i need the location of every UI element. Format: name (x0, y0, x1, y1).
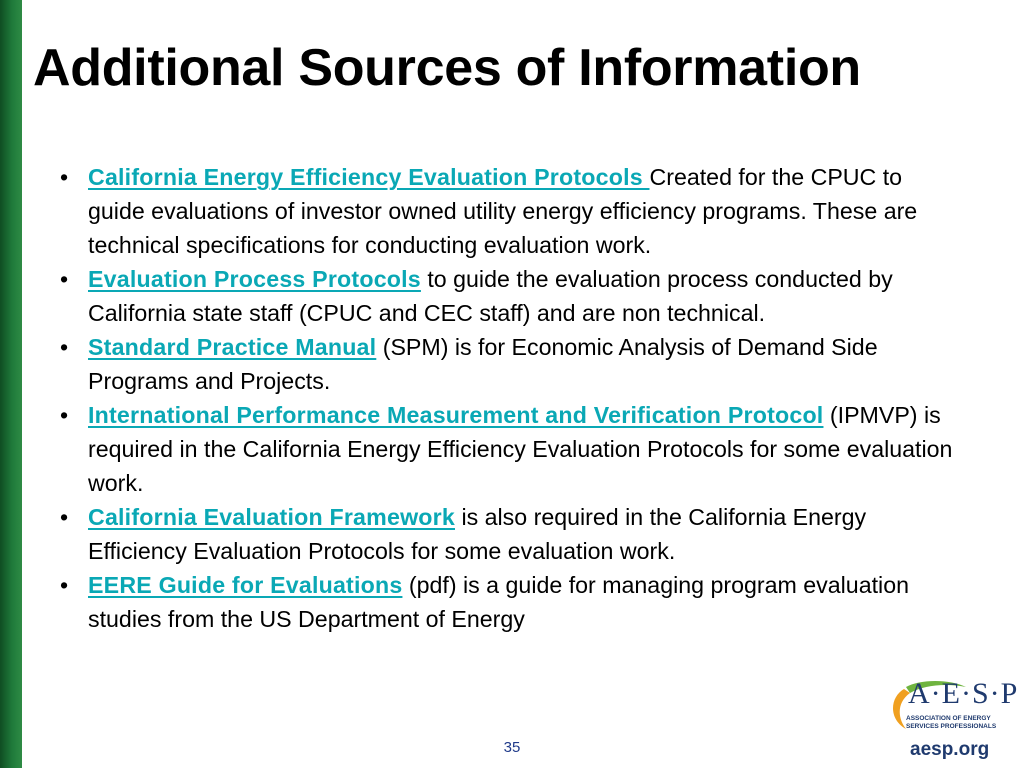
bullet-text: (pdf) is a guide for managing program evaluation studies from the US Department of Energy (88, 572, 909, 632)
link-ca-ee-evaluation-protocols[interactable]: California Energy Efficiency Evaluation Protocols (88, 164, 650, 190)
bullet-item (60, 568, 965, 636)
bullet-text: to guide the evaluation process conducted by California state staff (CPUC and CEC staff) and are non technical. (88, 266, 893, 326)
bullet-item (60, 500, 965, 568)
bullet-list (60, 160, 965, 636)
logo-wordmark: A·E·S·P (908, 677, 1019, 710)
logo-subtitle: ASSOCIATION OF ENERGY SERVICES PROFESSIONALS (906, 715, 997, 730)
bullet-item (60, 398, 965, 500)
slide-title: Additional Sources of Information (33, 39, 861, 97)
bullet-item (60, 160, 965, 262)
bullet-text: (SPM) is for Economic Analysis of Demand Side Programs and Projects. (88, 334, 878, 394)
page-number: 35 (503, 739, 521, 756)
aesp-logo (880, 675, 1020, 765)
logo-url[interactable]: aesp.org (910, 739, 990, 760)
bullet-text: (IPMVP) is required in the California Energy Efficiency Evaluation Protocols for some evaluation work. (88, 402, 953, 496)
link-ipmvp[interactable]: International Performance Measurement and Verification Protocol (88, 402, 824, 428)
link-standard-practice-manual[interactable]: Standard Practice Manual (88, 334, 377, 360)
bullet-text: is also required in the California Energy Efficiency Evaluation Protocols for some evaluation work. (88, 504, 867, 564)
link-evaluation-process-protocols[interactable]: Evaluation Process Protocols (88, 266, 421, 292)
side-accent-bar (0, 0, 22, 768)
bullet-text: Created for the CPUC to guide evaluations of investor owned utility energy efficiency programs. These are technical specifications for conducting evaluation work. (88, 164, 918, 258)
link-eere-guide[interactable]: EERE Guide for Evaluations (88, 572, 403, 598)
bullet-item (60, 262, 965, 330)
link-ca-evaluation-framework[interactable]: California Evaluation Framework (88, 504, 455, 530)
bullet-item (60, 330, 965, 398)
